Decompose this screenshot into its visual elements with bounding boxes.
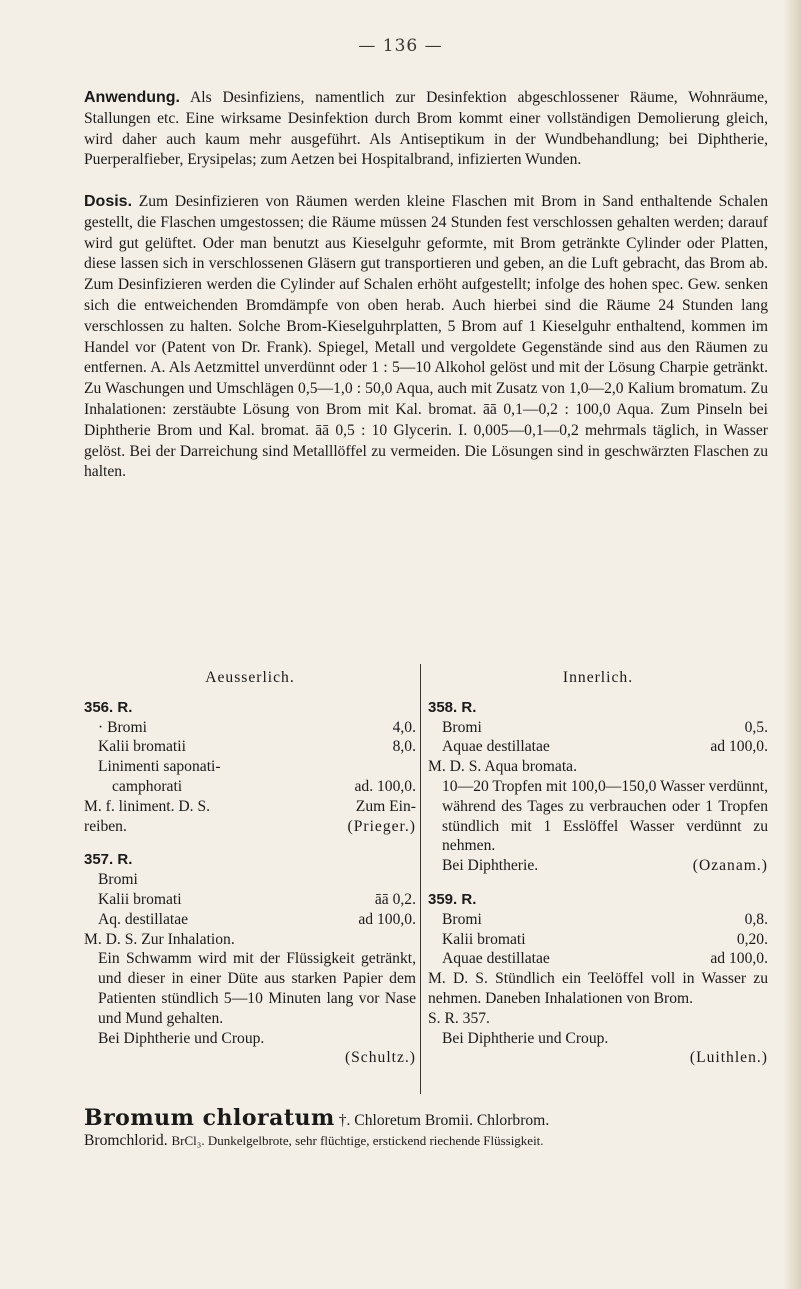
recipe-line: [84, 718, 416, 738]
ingredient-qty: 0,20.: [736, 930, 768, 948]
recipe-title: 358. R.: [428, 698, 477, 716]
ingredient-qty: ad. 100,0.: [354, 777, 416, 795]
ingredient-qty: ad 100,0.: [710, 738, 768, 756]
recipe-description: Ein Schwamm wird mit der Flüssigkeit getränkt, und dieser in einer Düte aus starken Papier dem Patienten stündlich 5—10 Minuten lang vor Nase und Mund gehalten.: [98, 950, 416, 1027]
ingredient-name: Bromi: [442, 910, 482, 928]
page-edge-shadow: [783, 0, 801, 1289]
ingredient-name: Aquae destillatae: [442, 738, 550, 756]
ingredient-qty: ad 100,0.: [358, 910, 416, 928]
recipe-357: [84, 850, 416, 1068]
entry-synonyms: Chloretum Bromii. Chlorbrom.: [354, 1112, 550, 1129]
anwendung-text: Als Desinfiziens, namentlich zur Desinfektion abgeschlossener Räume, Wohnräume, Stallungen etc. Eine wirksame Desinfektion durch Brom kommt einer vollständigen Demolierung gleich, wird daher auch kaum mehr ausgeführt. Als Antiseptikum in der Wundbehandlung; bei Diphtherie, Puerperalfieber, Erysipelas; zum Aetzen bei Hospitalbrand, infizierten Wunden.: [84, 89, 768, 169]
entry-synonym-2: Bromchlorid.: [84, 1132, 168, 1149]
anwendung-label: Anwendung.: [84, 89, 180, 106]
recipe-line: M. D. S. Aqua bromata.: [428, 758, 577, 776]
entry-bromum-chloratum: [84, 1105, 784, 1151]
ingredient-name: Kalii bromati: [98, 890, 182, 908]
recipe-line: Bromi: [98, 871, 138, 889]
recipe-line: [428, 930, 768, 950]
recipe-title: 359. R.: [428, 890, 477, 908]
recipe-line: M. D. S. Zur Inhalation.: [84, 930, 235, 948]
column-divider: [420, 664, 421, 1094]
ingredient-qty: 0,8.: [744, 910, 768, 928]
recipe-line: [84, 797, 416, 817]
recipe-line: [84, 817, 416, 837]
recipe-line: [428, 737, 768, 757]
recipe-indication: Bei Diphtherie und Croup.: [98, 1029, 265, 1047]
recipe-line: [84, 777, 416, 797]
instruction-text: Zum Ein-: [355, 797, 416, 815]
ingredient-name: Kalii bromati: [442, 930, 526, 948]
ingredient-name: · Bromi: [98, 718, 147, 736]
ingredient-qty: ad 100,0.: [710, 950, 768, 968]
ingredient-name: Bromi: [442, 718, 482, 736]
recipe-359: [428, 890, 768, 1068]
recipe-author: (Luithlen.): [689, 1049, 768, 1067]
recipe-line: [84, 737, 416, 757]
recipe-title: 357. R.: [84, 851, 133, 869]
recipe-line: Linimenti saponati-: [98, 758, 221, 776]
dagger-mark: †.: [338, 1112, 351, 1129]
recipe-description: M. D. S. Stündlich ein Teelöffel voll in Wasser zu nehmen. Daneben Inhalationen von Brom.: [428, 970, 768, 1007]
ingredient-qty: 4,0.: [392, 718, 416, 736]
recipe-line: [428, 718, 768, 738]
recipe-line: [428, 949, 768, 969]
recipe-line: [84, 890, 416, 910]
recipe-line: [84, 910, 416, 930]
recipe-author: (Prieger.): [347, 817, 416, 835]
ingredient-name: camphorati: [112, 777, 183, 795]
page-number: — 136 —: [358, 36, 443, 56]
dosis-text: Zum Desinfizieren von Räumen werden kleine Flaschen mit Brom in Sand enthaltende Schalen gestellt, die Flaschen umgestossen; die Räume müssen 24 Stunden fest verschlossen gehalten werden; darauf wird gut gelüftet. Oder man benutzt aus Kieselguhr geformte, mit Brom getränkte Cylinder oder Platten, diese lassen sich in verschlossenen Gläsern gut transportieren und geben, an die Luft gebracht, das Brom ab. Zum Desinfizieren werden die Cylinder auf Schalen erhöht aufgestellt; infolge des hohen spec. Gew. senken sich die entweichenden Bromdämpfe von oben herab. Auch hierbei sind die Räume 24 Stunden lang verschlossen zu halten. Solche Brom-Kieselguhrplatten, 5 Brom auf 1 Kieselguhr enthaltend, kommen im Handel vor (Patent von Dr. Frank). Spiegel, Metall und vergoldete Gegenstände sind aus den Räumen zu entfernen. A. Als Aetzmittel unverdünnt oder 1 : 5—10 Alkohol gelöst und mit der Lösung Charpie getränkt. Zu Waschungen und Umschlägen 0,5—1,0 : 50,0 Aqua, auch mit Zusatz von 1,0—2,0 Kalium bromatum. Zu Inhalationen: zerstäubte Lösung von Brom mit Kal. bromat. āā 0,1—0,2 : 100,0 Aqua. Zum Pinseln bei Diphtherie Brom und Kal. bromat. āā 0,5 : 10 Glycerin. I. 0,005—0,1—0,2 mehrmals täglich, in Wasser gelöst. Bei der Darreichung sind Metalllöffel zu vermeiden. Die Lösungen sind in geschwärzten Flaschen zu halten.: [84, 193, 768, 481]
recipe-description: 10—20 Tropfen mit 100,0—150,0 Wasser verdünnt, während des Tages zu verbrauchen oder 1 Tropfen stündlich mit 1 Esslöffel Wasser verdünnt zu nehmen.: [442, 777, 768, 855]
ingredient-name: Kalii bromatii: [98, 738, 186, 756]
ingredient-qty: 0,5.: [744, 718, 768, 736]
recipe-author: (Ozanam.): [692, 857, 768, 875]
recipe-line: [428, 910, 768, 930]
ingredient-qty: āā 0,2.: [374, 890, 416, 908]
column-aeusserlich: [84, 668, 416, 1068]
recipe-line: [428, 856, 768, 876]
instruction-text: M. f. liniment. D. S.: [84, 797, 211, 815]
recipe-author: (Schultz.): [344, 1049, 416, 1067]
ingredient-name: Aquae destillatae: [442, 950, 550, 968]
entry-description-line: [84, 1131, 784, 1151]
recipe-indication: Bei Diphtherie.: [442, 857, 539, 875]
column-heading: Aeusserlich.: [205, 669, 295, 686]
recipe-reference: S. R. 357.: [428, 1009, 490, 1027]
recipe-title: 356. R.: [84, 698, 133, 716]
column-heading: Innerlich.: [562, 669, 634, 686]
entry-heading-line: [84, 1105, 784, 1131]
entry-description: BrCl₃. Dunkelgelbrote, sehr flüchtige, erstickend riechende Flüssigkeit.: [171, 1133, 544, 1148]
recipe-358: [428, 698, 768, 876]
recipe-356: [84, 698, 416, 837]
ingredient-name: Aq. destillatae: [98, 910, 189, 928]
ingredient-qty: 8,0.: [392, 738, 416, 756]
paragraph-anwendung: [84, 88, 768, 171]
column-innerlich: [428, 668, 768, 1068]
paragraph-dosis: [84, 192, 768, 483]
entry-title: Bromum chloratum: [84, 1105, 335, 1131]
recipe-indication: Bei Diphtherie und Croup.: [442, 1029, 609, 1047]
dosis-label: Dosis.: [84, 193, 133, 210]
instruction-text: reiben.: [84, 817, 127, 835]
